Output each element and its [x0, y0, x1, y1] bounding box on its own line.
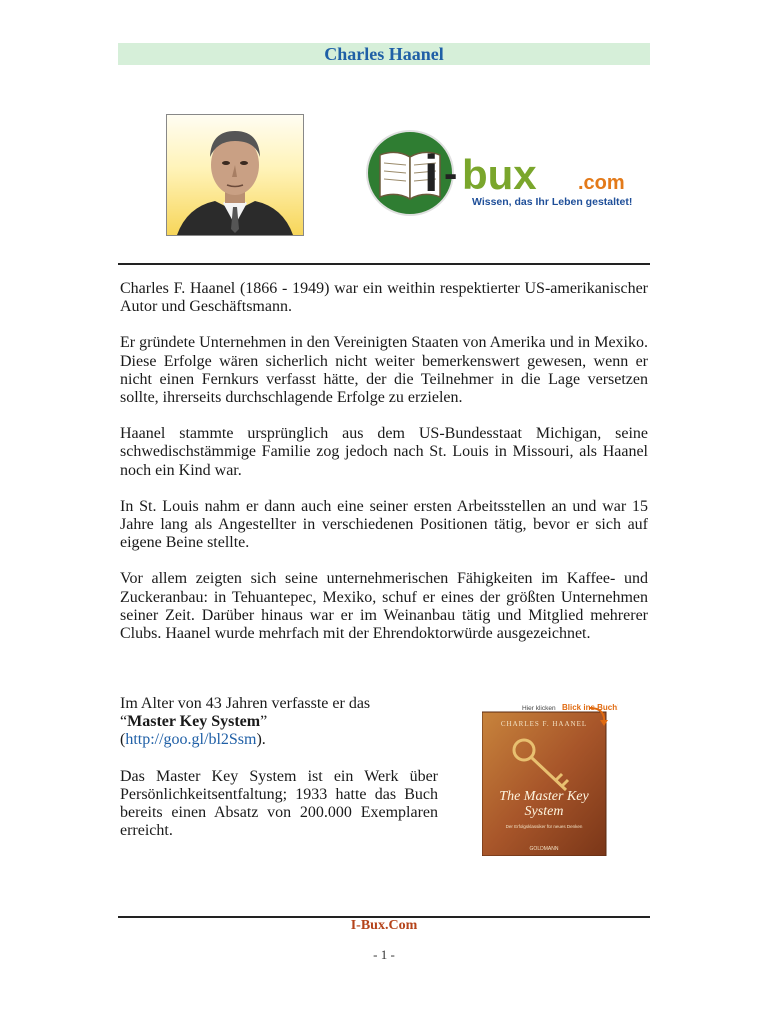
svg-text:The Master Key: The Master Key [499, 789, 589, 804]
book-link[interactable]: http://goo.gl/bl2Ssm [125, 731, 257, 749]
paragraph: Charles F. Haanel (1866 - 1949) war ein weithin respektierter US-amerikanischer Autor und Geschäftsmann. [120, 280, 648, 316]
paragraph: Haanel stammte ursprünglich aus dem US-Bundesstaat Michigan, seine schwedischstämmige Familie zog jedoch nach St. Louis in Missouri, als Haanel noch ein Kind war. [120, 425, 648, 479]
book-intro-text: Im Alter von 43 Jahren verfasste er das [120, 695, 371, 712]
header-divider [118, 263, 650, 265]
ibux-logo[interactable] [366, 127, 650, 219]
svg-text:bux: bux [462, 151, 537, 198]
page-number: - 1 - [373, 947, 395, 962]
svg-text:Hier klicken: Hier klicken [522, 705, 556, 712]
page-title: Charles Haanel [118, 43, 650, 65]
svg-text:Wissen, das Ihr Leben gestalte: Wissen, das Ihr Leben gestaltet! [472, 196, 633, 208]
svg-text:Blick ins Buch!: Blick ins Buch! [562, 703, 618, 712]
author-portrait [166, 114, 304, 236]
paragraph: In St. Louis nahm er dann auch eine seiner ersten Arbeitsstellen an und war 15 Jahre lang als Angestellter in verschiedenen Positionen tätig, bevor er sich auf eigene Beine stellte. [120, 497, 648, 552]
svg-text:-: - [444, 152, 458, 196]
paragraph: Vor allem zeigten sich seine unternehmerischen Fähigkeiten im Kaffee- und Zuckeranbau: in Tehuantepec, Mexiko, schuf er eines der größten Unternehmen seiner Zeit. Darüber hinaus war er im Weinanbau tätig und Mitglied mehrerer Clubs. Haanel wurde mehrfach mit der Ehrendoktorwürde ausgezeichnet. [120, 570, 648, 643]
svg-text:GOLDMANN: GOLDMANN [529, 846, 559, 852]
svg-text:CHARLES F. HAANEL: CHARLES F. HAANEL [500, 720, 588, 728]
book-title: Master Key System [127, 713, 261, 731]
book-section [120, 695, 438, 858]
svg-text:Der Erfolgsklassiker für neues: Der Erfolgsklassiker für neues Denken [505, 824, 583, 829]
footer-brand[interactable]: I-Bux.Com [350, 918, 418, 933]
svg-text:.com: .com [578, 172, 625, 194]
biography-text [120, 280, 648, 661]
book-cover-image[interactable] [482, 702, 618, 856]
book-sales-paragraph: Das Master Key System ist ein Werk über Persönlichkeitsentfaltung; 1933 hatte das Buch bereits einen Absatz von 200.000 Exemplaren erreicht. [120, 767, 438, 840]
svg-text:i: i [424, 145, 439, 203]
paragraph: Er gründete Unternehmen in den Vereinigten Staaten von Amerika und in Mexiko. Diese Erfolge wären sicherlich nicht weiter bemerkenswert gewesen, wenn er nicht einen Fernkurs verfasst hätte, der die Teilnehmer in die Lage versetzen sollte, ihrerseits durchschlagende Erfolge zu erzielen. [120, 334, 648, 407]
svg-text:System: System [524, 804, 564, 819]
book-intro-paragraph: Im Alter von 43 Jahren verfasste er das “Master Key System” (http://goo.gl/bl2Ssm). [120, 695, 371, 749]
